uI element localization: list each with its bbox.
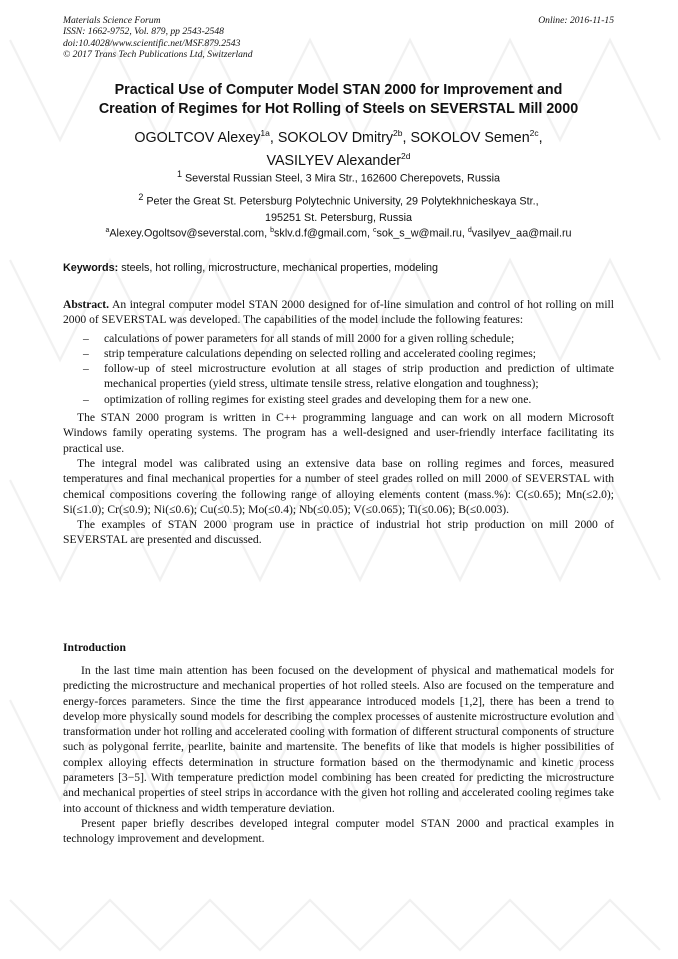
- list-item-text: calculations of power parameters for all stands of mill 2000 for a given rolling schedule;: [104, 331, 515, 345]
- email-link[interactable]: Alexey.Ogoltsov@severstal.com,: [109, 227, 271, 240]
- list-item: [63, 331, 614, 346]
- author-name: SOKOLOV Semen: [410, 129, 530, 146]
- affiliation-1: [63, 167, 614, 186]
- bullet-dash: –: [83, 392, 89, 406]
- author-sup: 2b: [393, 128, 403, 138]
- bullet-dash: –: [83, 346, 89, 360]
- journal-header: [63, 15, 614, 61]
- author-sep: ,: [269, 129, 278, 146]
- author-name: OGOLTCOV Alexey: [134, 129, 261, 146]
- online-date: Online: 2016-11-15: [538, 15, 614, 26]
- affiliation-2-line-2: 195251 St. Petersburg, Russia: [264, 211, 413, 224]
- keywords-text: steels, hot rolling, microstructure, mechanical properties, modeling: [118, 262, 439, 274]
- introduction-heading: Introduction: [63, 641, 126, 654]
- keywords-label: Keywords:: [63, 262, 119, 274]
- bullet-dash: –: [83, 362, 89, 376]
- affiliation-2: [63, 189, 614, 226]
- list-item: [63, 346, 614, 361]
- author-emails: [63, 224, 614, 241]
- author-list: [63, 124, 614, 170]
- abstract-paragraph: The integral model was calibrated using an extensive data base on rolling regimes and forces, measured temperatures and final mechanical properties for a number of steel grades rolled on mill 2000 of SEVERSTAL with chemical compositions covering the following range of alloying elements content (mass.%): C(≤0.65); Mn(≤2.0); Si(≤1.0); Cr(≤0.9); Ni(≤0.6); Cu(≤0.5); Mo(≤0.4); Nb(≤0.05); V(≤0.065); Ti(≤0.06); B(≤0.003).: [63, 456, 614, 516]
- author-sep: ,: [402, 129, 411, 146]
- journal-copyright: © 2017 Trans Tech Publications Ltd, Switzerland: [63, 49, 253, 61]
- title-line-2: Creation of Regimes for Hot Rolling of Steels on SEVERSTAL Mill 2000: [98, 101, 579, 117]
- keywords: [63, 261, 614, 275]
- email-sup: b: [270, 227, 275, 234]
- journal-doi: doi:10.4028/www.scientific.net/MSF.879.2543: [63, 37, 241, 49]
- title-line-1: Practical Use of Computer Model STAN 2000 for Improvement and: [114, 82, 563, 98]
- journal-issn: ISSN: 1662-9752, Vol. 879, pp 2543-2548: [63, 26, 224, 38]
- list-item-text: optimization of rolling regimes for existing steel grades and developing them for a new one.: [104, 392, 532, 406]
- abstract-label: Abstract.: [63, 298, 110, 311]
- author-sup: 1a: [260, 128, 270, 138]
- bullet-dash: –: [83, 331, 89, 345]
- introduction-section: [63, 663, 614, 847]
- list-item-text: follow-up of steel microstructure evolution at all stages of strip production and prediction of ultimate mechanical properties (yield stress, ultimate tensile stress, relative elongation and toughness);: [104, 362, 614, 391]
- list-item: [63, 392, 614, 407]
- introduction-paragraph: Present paper briefly describes developed integral computer model STAN 2000 and practical examples in technology improvement and development.: [63, 816, 614, 846]
- email-link[interactable]: vasilyev_aa@mail.ru: [471, 227, 572, 240]
- list-item: [63, 361, 614, 392]
- abstract-section: [63, 297, 614, 548]
- paper-title: [63, 81, 614, 119]
- introduction-paragraph: In the last time main attention has been focused on the development of physical and mathematical models for predicting the microstructure and mechanical properties of hot rolled steels. Also are focused on the temperature and energy-forces parameters. Since the time the first appearance introduced models [1,2], there has been a trend to develop more physically sound models for describing the complex processes of austenite microstructure evolution and transformation under hot rolling and accelerated cooling with formation of different structural components of structure such as polygonal ferrite, pearlite, bainite and martensite. The benefits of like that models is higher possibilities of complex alloying effects determination in structure formation based on the thermodynamic and kinetic process parameters [3−5]. With temperature prediction model combining has been created for predicting the microstructure and mechanical properties of steel strips in accordance with the given hot rolling and accelerated cooling regimes take into account of thickness and width temperature deviation.: [63, 664, 614, 815]
- author-sup: 2c: [529, 128, 539, 138]
- abstract-intro: [63, 297, 614, 328]
- author-sup: 2d: [401, 150, 411, 161]
- email-sup: a: [105, 227, 110, 234]
- feature-list: [63, 331, 614, 407]
- affiliation-2-number: 2: [138, 192, 144, 202]
- abstract-paragraph: The STAN 2000 program is written in C++ programming language and can work on all modern Microsoft Windows family operating systems. The program has a well-designed and user-friendly interface facilitating its practical use.: [63, 411, 614, 455]
- affiliation-2-line-1: Peter the Great St. Petersburg Polytechnic University, 29 Polytekhnicheskaya Str.,: [143, 195, 539, 208]
- abstract-paragraph: The examples of STAN 2000 program use in practice of industrial hot strip production on mill 2000 of SEVERSTAL are presented and discussed.: [63, 518, 614, 547]
- email-link[interactable]: sok_s_w@mail.ru,: [376, 227, 468, 240]
- author-name: VASILYEV Alexander: [266, 152, 402, 169]
- list-item-text: strip temperature calculations depending on selected rolling and accelerated cooling regimes;: [104, 346, 537, 360]
- author-name: SOKOLOV Dmitry: [277, 129, 394, 146]
- email-link[interactable]: sklv.d.f@gmail.com,: [274, 227, 373, 240]
- journal-name: Materials Science Forum: [63, 15, 161, 26]
- email-sup: d: [467, 227, 472, 234]
- abstract-intro-text: An integral computer model STAN 2000 designed for of-line simulation and control of hot rolling on mill 2000 of SEVERSTAL was developed. The capabilities of the model include the following features:: [63, 298, 614, 327]
- author-sep: ,: [538, 129, 543, 146]
- email-sup: c: [373, 227, 377, 234]
- affiliation-1-number: 1: [176, 169, 182, 179]
- affiliation-1-text: Severstal Russian Steel, 3 Mira Str., 162600 Cherepovets, Russia: [181, 172, 501, 185]
